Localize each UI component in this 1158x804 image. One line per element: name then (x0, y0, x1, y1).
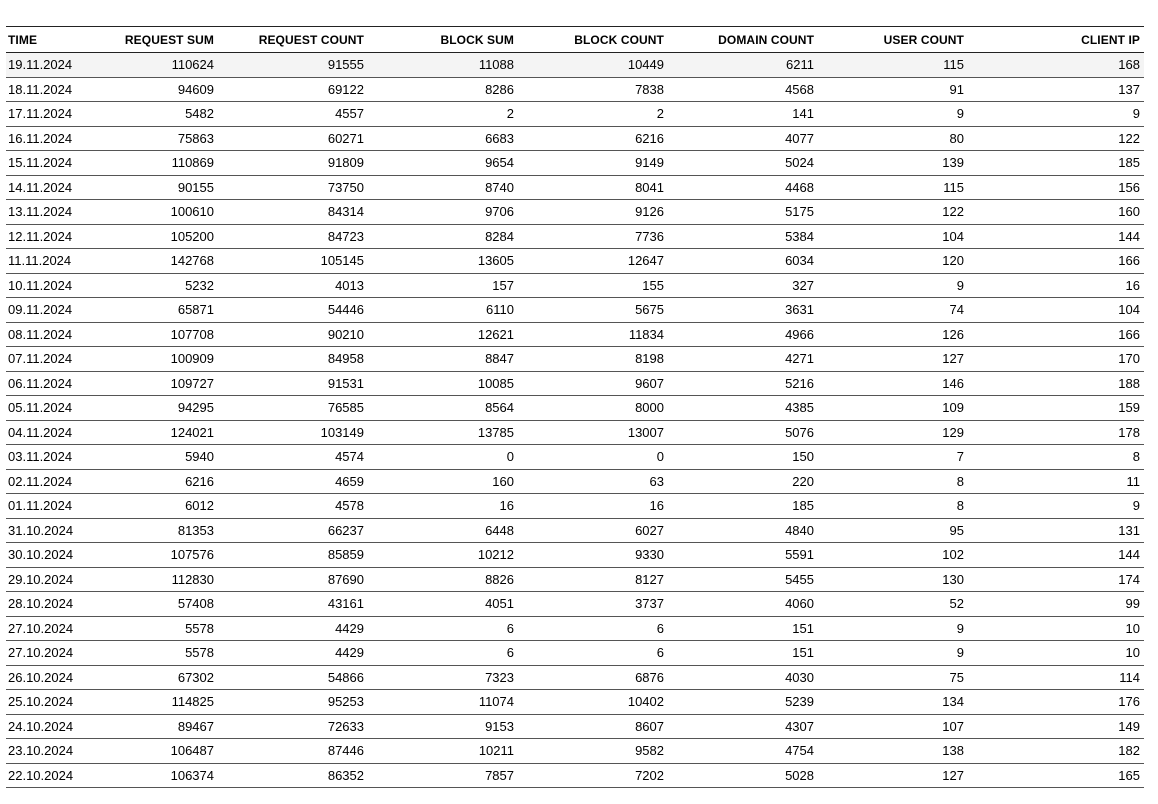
table-row[interactable] (6, 126, 1144, 151)
cell-block-sum: 160 (492, 473, 514, 489)
cell-client-ip: 11 (1126, 473, 1140, 489)
cell-request-sum: 75863 (177, 130, 214, 146)
cell-domain-count: 4077 (785, 130, 814, 146)
cell-request-sum: 110624 (171, 57, 214, 73)
cell-request-count: 72633 (327, 718, 364, 734)
cell-time: 15.11.2024 (8, 155, 73, 171)
column-header-request-sum[interactable]: REQUEST SUM (106, 27, 218, 53)
cell-domain-count: 6211 (786, 57, 814, 73)
cell-user-count: 9 (956, 620, 964, 636)
cell-client-ip: 166 (1118, 326, 1140, 342)
cell-time: 13.11.2024 (8, 204, 73, 220)
cell-request-sum: 110869 (171, 155, 214, 171)
cell-block-sum: 10212 (477, 547, 514, 563)
cell-time: 12.11.2024 (8, 228, 73, 244)
cell-user-count: 8 (956, 473, 964, 489)
cell-request-sum: 112830 (171, 571, 214, 587)
cell-block-sum: 8826 (485, 571, 514, 587)
cell-block-count: 6216 (635, 130, 664, 146)
cell-block-count: 7202 (635, 767, 664, 783)
table-row[interactable] (6, 273, 1144, 298)
cell-time: 31.10.2024 (8, 522, 74, 538)
cell-request-sum: 107708 (170, 326, 214, 342)
cell-block-sum: 6683 (485, 130, 514, 146)
cell-request-count: 95253 (327, 694, 364, 710)
cell-user-count: 104 (942, 228, 964, 244)
cell-time: 10.11.2024 (8, 277, 73, 293)
cell-request-count: 91809 (327, 155, 364, 171)
cell-request-sum: 57408 (177, 596, 214, 612)
cell-client-ip: 131 (1118, 522, 1140, 538)
cell-block-count: 16 (649, 498, 664, 514)
cell-user-count: 107 (942, 718, 964, 734)
cell-client-ip: 144 (1118, 228, 1140, 244)
cell-client-ip: 144 (1118, 547, 1140, 563)
cell-time: 04.11.2024 (8, 424, 73, 440)
cell-block-count: 9126 (635, 204, 664, 220)
cell-block-sum: 4051 (485, 596, 514, 612)
cell-user-count: 9 (956, 645, 964, 661)
cell-block-count: 8198 (635, 351, 664, 367)
cell-client-ip: 122 (1118, 130, 1140, 146)
cell-user-count: 8 (956, 498, 964, 514)
cell-block-sum: 10085 (477, 375, 514, 391)
cell-client-ip: 168 (1118, 57, 1140, 73)
cell-request-count: 84723 (327, 228, 364, 244)
cell-block-sum: 8286 (485, 81, 514, 97)
table-row[interactable] (6, 371, 1144, 396)
cell-domain-count: 327 (792, 277, 814, 293)
cell-user-count: 91 (949, 81, 964, 97)
cell-request-sum: 6216 (185, 473, 214, 489)
cell-block-count: 6 (656, 645, 664, 661)
table-row[interactable] (6, 739, 1144, 764)
cell-client-ip: 178 (1118, 424, 1140, 440)
cell-time: 08.11.2024 (8, 326, 73, 342)
cell-block-count: 12647 (627, 253, 664, 269)
cell-domain-count: 4568 (785, 81, 814, 97)
cell-block-count: 8127 (635, 571, 664, 587)
cell-block-sum: 8847 (485, 351, 514, 367)
cell-domain-count: 4754 (785, 743, 814, 759)
table-row[interactable] (6, 543, 1144, 568)
cell-user-count: 109 (942, 400, 964, 416)
cell-request-sum: 81353 (177, 522, 214, 538)
cell-time: 27.10.2024 (8, 645, 74, 661)
cell-user-count: 129 (942, 424, 964, 440)
cell-block-count: 10449 (627, 57, 664, 73)
cell-user-count: 115 (943, 57, 964, 73)
cell-client-ip: 10 (1125, 620, 1140, 636)
cell-block-sum: 2 (506, 106, 514, 122)
cell-domain-count: 5028 (785, 767, 814, 783)
table-row[interactable] (6, 714, 1144, 739)
table-row[interactable] (6, 200, 1144, 225)
cell-request-count: 103149 (320, 424, 364, 440)
cell-block-count: 13007 (627, 424, 664, 440)
cell-client-ip: 188 (1118, 375, 1140, 391)
table-row[interactable] (6, 518, 1144, 543)
cell-request-sum: 105200 (170, 228, 214, 244)
cell-block-count: 3737 (635, 596, 664, 612)
cell-user-count: 75 (949, 669, 964, 685)
cell-request-sum: 5232 (185, 277, 214, 293)
cell-block-sum: 9706 (485, 204, 514, 220)
cell-block-count: 11834 (628, 326, 664, 342)
cell-user-count: 120 (942, 253, 964, 269)
table-row[interactable] (6, 469, 1144, 494)
cell-request-count: 85859 (327, 547, 364, 563)
table-row[interactable] (6, 53, 1144, 78)
cell-client-ip: 9 (1132, 498, 1140, 514)
cell-client-ip: 8 (1132, 449, 1140, 465)
cell-request-sum: 100909 (170, 351, 214, 367)
cell-time: 06.11.2024 (8, 375, 73, 391)
cell-request-sum: 67302 (177, 669, 214, 685)
cell-request-sum: 65871 (177, 302, 214, 318)
cell-request-count: 4013 (335, 277, 364, 293)
cell-block-sum: 7857 (485, 767, 514, 783)
cell-block-count: 8041 (635, 179, 664, 195)
cell-block-sum: 6110 (486, 302, 514, 318)
cell-user-count: 74 (949, 302, 964, 318)
cell-request-sum: 90155 (177, 179, 214, 195)
table-row[interactable] (6, 567, 1144, 592)
table-header (6, 27, 1144, 53)
cell-user-count: 146 (942, 375, 964, 391)
cell-block-count: 10402 (627, 694, 664, 710)
cell-domain-count: 4840 (785, 522, 814, 538)
cell-client-ip: 137 (1118, 81, 1140, 97)
cell-time: 26.10.2024 (8, 669, 74, 685)
cell-request-sum: 109727 (170, 375, 214, 391)
cell-time: 19.11.2024 (8, 57, 73, 73)
cell-time: 22.10.2024 (8, 767, 74, 783)
cell-block-count: 8000 (635, 400, 664, 416)
cell-user-count: 7 (956, 449, 964, 465)
cell-domain-count: 5239 (785, 694, 814, 710)
cell-request-sum: 142768 (170, 253, 214, 269)
cell-client-ip: 185 (1118, 155, 1140, 171)
cell-request-count: 84314 (327, 204, 364, 220)
table-row[interactable] (6, 494, 1144, 519)
cell-client-ip: 159 (1118, 400, 1140, 416)
cell-block-sum: 6 (506, 620, 514, 636)
cell-request-sum: 6012 (185, 498, 214, 514)
table-row[interactable] (6, 151, 1144, 176)
cell-user-count: 52 (949, 596, 964, 612)
cell-client-ip: 104 (1118, 302, 1140, 318)
cell-domain-count: 185 (792, 498, 814, 514)
table-row[interactable] (6, 592, 1144, 617)
table-row[interactable] (6, 665, 1144, 690)
cell-request-count: 43161 (327, 596, 364, 612)
cell-request-count: 91555 (327, 57, 364, 73)
cell-domain-count: 150 (792, 449, 814, 465)
column-header-block-count[interactable]: BLOCK COUNT (518, 27, 668, 53)
cell-time: 11.11.2024 (8, 253, 72, 269)
cell-domain-count: 141 (792, 106, 814, 122)
cell-request-count: 91531 (327, 375, 364, 391)
cell-user-count: 126 (942, 326, 964, 342)
cell-request-sum: 5578 (185, 620, 214, 636)
cell-time: 28.10.2024 (8, 596, 74, 612)
cell-user-count: 139 (942, 155, 964, 171)
column-header-request-count[interactable]: REQUEST COUNT (218, 27, 368, 53)
cell-block-count: 7736 (635, 228, 664, 244)
cell-time: 03.11.2024 (8, 449, 73, 465)
cell-domain-count: 4060 (785, 596, 814, 612)
cell-block-count: 9149 (635, 155, 664, 171)
cell-user-count: 9 (956, 277, 964, 293)
cell-domain-count: 4271 (785, 351, 814, 367)
cell-time: 14.11.2024 (8, 179, 73, 195)
cell-client-ip: 176 (1118, 694, 1140, 710)
cell-user-count: 122 (942, 204, 964, 220)
cell-request-count: 4659 (335, 473, 364, 489)
cell-block-sum: 0 (506, 449, 514, 465)
cell-time: 27.10.2024 (8, 620, 74, 636)
table-row[interactable] (6, 616, 1144, 641)
cell-domain-count: 5216 (785, 375, 814, 391)
cell-block-sum: 7323 (485, 669, 514, 685)
cell-time: 02.11.2024 (8, 473, 73, 489)
cell-request-count: 87446 (327, 743, 364, 759)
cell-domain-count: 151 (792, 645, 814, 661)
cell-request-count: 4429 (335, 645, 364, 661)
cell-time: 30.10.2024 (8, 547, 74, 563)
cell-block-count: 9330 (635, 547, 664, 563)
cell-block-count: 9582 (635, 743, 664, 759)
cell-block-count: 6027 (635, 522, 664, 538)
cell-user-count: 95 (949, 522, 964, 538)
cell-domain-count: 6034 (785, 253, 814, 269)
cell-user-count: 127 (942, 351, 964, 367)
cell-block-sum: 6448 (485, 522, 514, 538)
cell-request-sum: 124021 (170, 424, 214, 440)
cell-block-sum: 16 (499, 498, 514, 514)
cell-user-count: 80 (949, 130, 964, 146)
cell-request-sum: 89467 (177, 718, 214, 734)
cell-block-sum: 11074 (478, 694, 514, 710)
cell-client-ip: 182 (1118, 743, 1140, 759)
cell-user-count: 138 (942, 743, 964, 759)
table-row[interactable] (6, 322, 1144, 347)
table-row[interactable] (6, 420, 1144, 445)
cell-request-sum: 5940 (185, 449, 214, 465)
cell-request-count: 54866 (327, 669, 364, 685)
cell-user-count: 130 (942, 571, 964, 587)
cell-request-sum: 94609 (177, 81, 214, 97)
cell-request-count: 69122 (327, 81, 364, 97)
table-row[interactable] (6, 445, 1144, 470)
cell-request-count: 84958 (327, 351, 364, 367)
cell-block-count: 6 (656, 620, 664, 636)
cell-domain-count: 4307 (785, 718, 814, 734)
table-row[interactable] (6, 298, 1144, 323)
table-row[interactable] (6, 641, 1144, 666)
cell-request-count: 90210 (327, 326, 364, 342)
cell-block-count: 9607 (635, 375, 664, 391)
cell-block-sum: 11088 (478, 57, 514, 73)
cell-block-sum: 12621 (477, 326, 514, 342)
cell-request-sum: 114825 (171, 694, 214, 710)
cell-time: 23.10.2024 (8, 743, 74, 759)
cell-time: 07.11.2024 (8, 351, 73, 367)
cell-request-sum: 100610 (170, 204, 214, 220)
cell-domain-count: 5175 (785, 204, 814, 220)
table-row[interactable] (6, 102, 1144, 127)
cell-client-ip: 165 (1118, 767, 1140, 783)
header-row (6, 27, 1144, 53)
cell-domain-count: 5455 (785, 571, 814, 587)
cell-request-count: 86352 (327, 767, 364, 783)
cell-domain-count: 5384 (785, 228, 814, 244)
cell-time: 09.11.2024 (8, 302, 73, 318)
cell-block-count: 7838 (635, 81, 664, 97)
table-row[interactable] (6, 347, 1144, 372)
table-body (6, 53, 1144, 788)
cell-time: 05.11.2024 (8, 400, 73, 416)
cell-client-ip: 9 (1132, 106, 1140, 122)
cell-block-count: 8607 (635, 718, 664, 734)
cell-block-count: 5675 (635, 302, 664, 318)
cell-request-sum: 5578 (185, 645, 214, 661)
cell-domain-count: 220 (792, 473, 814, 489)
cell-domain-count: 151 (792, 620, 814, 636)
column-header-domain-count[interactable]: DOMAIN COUNT (668, 27, 818, 53)
cell-block-count: 2 (656, 106, 664, 122)
cell-request-sum: 106374 (170, 767, 214, 783)
table-row[interactable] (6, 763, 1144, 788)
cell-client-ip: 10 (1125, 645, 1140, 661)
cell-request-count: 4429 (335, 620, 364, 636)
cell-domain-count: 4030 (785, 669, 814, 685)
cell-client-ip: 166 (1118, 253, 1140, 269)
cell-user-count: 134 (942, 694, 964, 710)
cell-request-count: 76585 (327, 400, 364, 416)
table-row[interactable] (6, 175, 1144, 200)
cell-client-ip: 99 (1125, 596, 1140, 612)
cell-block-count: 63 (649, 473, 664, 489)
cell-request-count: 4574 (335, 449, 364, 465)
cell-block-sum: 9654 (485, 155, 514, 171)
cell-block-sum: 157 (492, 277, 514, 293)
table-row[interactable] (6, 249, 1144, 274)
cell-client-ip: 149 (1118, 718, 1140, 734)
cell-block-count: 6876 (635, 669, 664, 685)
cell-time: 18.11.2024 (8, 81, 73, 97)
table-row[interactable] (6, 77, 1144, 102)
cell-request-count: 66237 (327, 522, 364, 538)
cell-block-sum: 8740 (485, 179, 514, 195)
cell-domain-count: 4385 (785, 400, 814, 416)
cell-user-count: 115 (943, 179, 964, 195)
column-header-client-ip[interactable]: CLIENT IP (968, 27, 1144, 53)
cell-domain-count: 5591 (785, 547, 814, 563)
cell-request-count: 73750 (327, 179, 364, 195)
cell-domain-count: 5076 (785, 424, 814, 440)
cell-request-count: 4557 (335, 106, 364, 122)
column-header-user-count[interactable]: USER COUNT (818, 27, 968, 53)
cell-time: 16.11.2024 (8, 130, 73, 146)
cell-time: 25.10.2024 (8, 694, 74, 710)
cell-block-sum: 8564 (485, 400, 514, 416)
cell-block-sum: 8284 (485, 228, 514, 244)
cell-block-count: 0 (656, 449, 664, 465)
cell-client-ip: 16 (1125, 277, 1140, 293)
cell-request-count: 105145 (320, 253, 364, 269)
cell-request-count: 87690 (327, 571, 364, 587)
cell-request-sum: 107576 (170, 547, 214, 563)
table-row[interactable] (6, 396, 1144, 421)
cell-user-count: 127 (942, 767, 964, 783)
table-row[interactable] (6, 224, 1144, 249)
cell-time: 29.10.2024 (8, 571, 74, 587)
stats-table-container (6, 26, 1144, 788)
column-header-time[interactable]: TIME (6, 27, 106, 53)
cell-client-ip: 174 (1118, 571, 1140, 587)
cell-request-sum: 106487 (170, 743, 214, 759)
cell-domain-count: 5024 (785, 155, 814, 171)
cell-request-count: 54446 (327, 302, 364, 318)
cell-time: 24.10.2024 (8, 718, 74, 734)
cell-request-sum: 5482 (185, 106, 214, 122)
table-row[interactable] (6, 690, 1144, 715)
column-header-block-sum[interactable]: BLOCK SUM (368, 27, 518, 53)
cell-domain-count: 4468 (785, 179, 814, 195)
cell-user-count: 102 (942, 547, 964, 563)
cell-client-ip: 114 (1119, 669, 1140, 685)
cell-request-count: 4578 (335, 498, 364, 514)
cell-block-sum: 13605 (477, 253, 514, 269)
cell-client-ip: 170 (1118, 351, 1140, 367)
cell-client-ip: 160 (1118, 204, 1140, 220)
cell-block-sum: 13785 (477, 424, 514, 440)
cell-time: 17.11.2024 (8, 106, 73, 122)
cell-request-count: 60271 (327, 130, 364, 146)
cell-block-sum: 9153 (485, 718, 514, 734)
cell-time: 01.11.2024 (8, 498, 73, 514)
cell-domain-count: 3631 (785, 302, 814, 318)
cell-request-sum: 94295 (177, 400, 214, 416)
cell-block-sum: 6 (506, 645, 514, 661)
cell-user-count: 9 (956, 106, 964, 122)
cell-client-ip: 156 (1118, 179, 1140, 195)
cell-domain-count: 4966 (785, 326, 814, 342)
cell-block-count: 155 (642, 277, 664, 293)
stats-table (6, 26, 1144, 788)
cell-block-sum: 10211 (478, 743, 514, 759)
